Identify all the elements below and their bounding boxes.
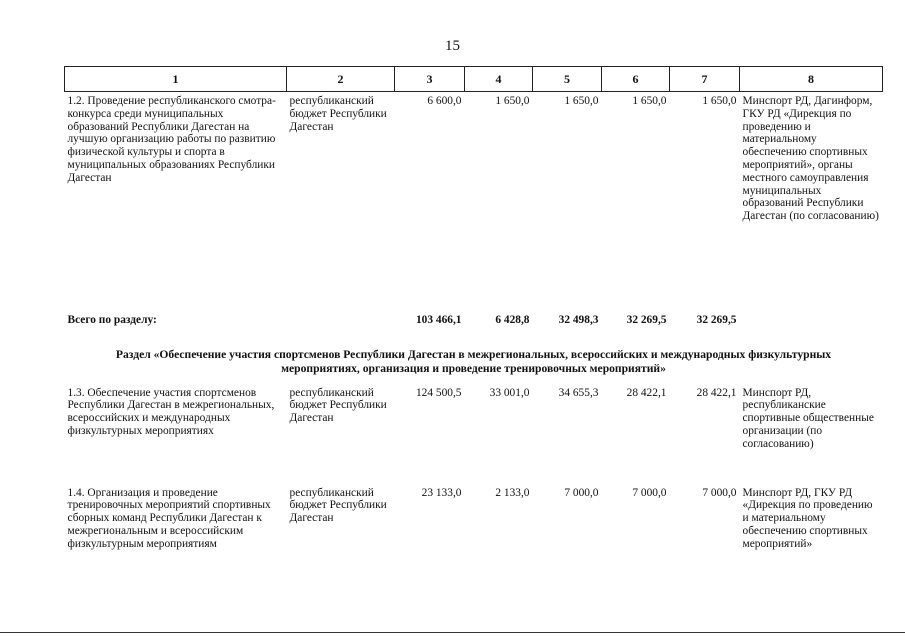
total-value-3: 103 466,1 (415, 314, 462, 327)
col-header-2: 2 (287, 67, 395, 92)
table-row (65, 92, 883, 306)
row-name: 1.2. Проведение республиканского смотра-конкурса среди муниципальных образований Республики Дагестан на лучшую организацию работы по развитию физической культуры и спорта в муниципальных образованиях Республики Дагестан (67, 95, 276, 184)
row-value-4: 2 133,0 (495, 486, 530, 499)
row-source: республиканский бюджет Республики Дагестан (289, 95, 387, 133)
col-header-5: 5 (533, 67, 602, 92)
header-row (65, 67, 883, 92)
row-executor: Минспорт РД, ГКУ РД «Дирекция по проведению и материальному обеспечению спортивных мероприятий» (742, 486, 873, 550)
row-source: республиканский бюджет Республики Дагестан (289, 386, 387, 425)
total-label: Всего по разделу: (67, 314, 157, 327)
total-value-4: 6 428,8 (495, 314, 530, 327)
program-table (64, 66, 883, 550)
total-value-7: 32 269,5 (696, 314, 737, 327)
row-value-6: 28 422,1 (626, 386, 667, 399)
col-header-6: 6 (602, 67, 670, 92)
total-value-5: 32 498,3 (558, 314, 599, 327)
row-value-7: 1 650,0 (702, 95, 737, 107)
row-value-6: 1 650,0 (632, 95, 667, 107)
row-name: 1.4. Организация и проведение тренировочных мероприятий спортивных сборных команд Республики Дагестан к межрегиональным и всероссийским физкультурным мероприятиям (67, 486, 271, 550)
row-value-4: 1 650,0 (495, 95, 530, 107)
row-value-5: 1 650,0 (564, 95, 599, 107)
col-header-8: 8 (740, 67, 883, 92)
col-header-4: 4 (465, 67, 533, 92)
row-source: республиканский бюджет Республики Дагестан (289, 486, 387, 525)
table-row (65, 384, 883, 484)
row-value-7: 7 000,0 (702, 486, 737, 499)
section-heading-row (65, 336, 883, 384)
page-number: 15 (445, 38, 460, 54)
row-value-3: 23 133,0 (421, 486, 462, 499)
total-row (65, 306, 883, 336)
row-executor: Минспорт РД, Дагинформ, ГКУ РД «Дирекция по проведению и материальному обеспечению спортивных мероприятий», органы местного самоуправления муниципальных образований Республики Дагестан (по согласованию) (742, 95, 879, 223)
row-value-3: 124 500,5 (415, 386, 462, 399)
col-header-7: 7 (670, 67, 740, 92)
row-value-5: 7 000,0 (564, 486, 599, 499)
bottom-divider (0, 632, 905, 633)
table-row (65, 484, 883, 551)
row-value-3: 6 600,0 (427, 95, 462, 107)
row-value-7: 28 422,1 (696, 386, 737, 399)
row-value-5: 34 655,3 (558, 386, 599, 399)
row-executor: Минспорт РД, республиканские спортивные общественные организации (по согласованию) (742, 386, 874, 450)
col-header-3: 3 (395, 67, 465, 92)
row-name: 1.3. Обеспечение участия спортсменов Республики Дагестан в межрегиональных, всероссийских и международных физкультурных мероприятиях (67, 386, 275, 437)
row-value-6: 7 000,0 (632, 486, 667, 499)
section-title: Раздел «Обеспечение участия спортсменов Республики Дагестан в межрегиональных, всероссийских и международных физкультурных мероприятиях, организация и проведение тренировочных мероприятий» (115, 347, 832, 375)
total-value-6: 32 269,5 (626, 314, 667, 327)
col-header-1: 1 (65, 67, 287, 92)
row-value-4: 33 001,0 (489, 386, 530, 399)
